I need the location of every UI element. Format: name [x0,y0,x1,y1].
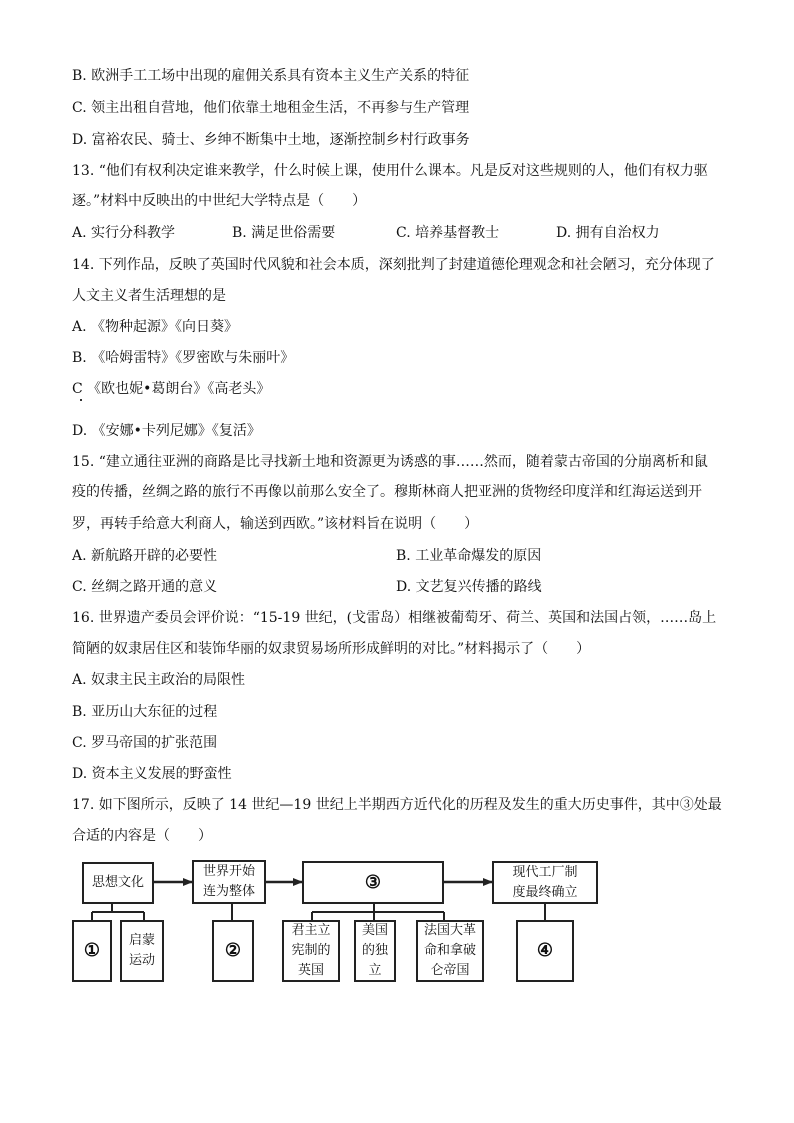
question-15-line-2: 疫的传播，丝绸之路的旅行不再像以前那么安全了。穆斯林商人把亚洲的货物经印度洋和红海运送到开 [72,484,702,500]
diagram-text: 的独 [361,943,388,958]
diagram-text: 君主立 [291,923,331,938]
diagram-text: 立 [368,963,382,978]
diagram-box-french-revolution [416,920,484,982]
diagram-box-culture [82,862,154,904]
option-13-b: B. 满足世俗需要 [232,225,336,241]
option-12-d: D. 富裕农民、骑士、乡绅不断集中土地，逐渐控制乡村行政事务 [72,132,470,148]
diagram-box-world-connected [192,860,266,904]
option-15-a: A. 新航路开辟的必要性 [72,548,218,564]
question-13-line-1: 13. “他们有权利决定谁来教学，什么时候上课，使用什么课本。凡是反对这些规则的人，他们有权力驱 [72,163,708,179]
diagram-text: 现代工厂制 [512,864,578,880]
option-14-d: D. 《安娜•卡列尼娜》《复活》 [72,423,261,439]
diagram-box-2 [212,920,254,982]
option-16-d: D. 资本主义发展的野蛮性 [72,766,232,782]
question-15-line-1: 15. “建立通往亚洲的商路是比寻找新土地和资源更为诱惑的事……然而，随着蒙古帝国的分崩离析和鼠 [72,454,708,470]
option-14-b: B. 《哈姆雷特》《罗密欧与朱丽叶》 [72,350,295,366]
option-13-c: C. 培养基督教士 [396,225,500,241]
diagram-box-2-label: ② [224,940,242,961]
option-13-d: D. 拥有自治权力 [556,225,660,241]
diagram-text: 连为整体 [202,884,255,899]
question-16-line-1: 16. 世界遗产委员会评价说：“15-19 世纪，(戈雷岛）相继被葡萄牙、荷兰、英国和法国占领，……岛上 [72,610,717,626]
diagram-box-enlightenment [120,920,164,982]
diagram-text: 命和拿破 [423,943,476,958]
diagram-text: 度最终确立 [512,884,578,900]
diagram-text: 启蒙 [128,933,155,948]
option-12-c: C. 领主出租自营地，他们依靠土地租金生活，不再参与生产管理 [72,100,470,116]
diagram-box-1-label: ① [83,940,101,961]
diagram-text: 运动 [128,953,155,968]
diagram-box-4 [516,920,574,982]
question-14-line-2: 人文主义者生活理想的是 [72,288,226,304]
diagram-text: 法国大革 [423,923,476,938]
diagram-box-1 [72,920,112,982]
option-15-d: D. 文艺复兴传播的路线 [396,579,542,595]
option-16-c: C. 罗马帝国的扩张范围 [72,735,218,751]
option-15-c: C. 丝绸之路开通的意义 [72,579,218,595]
option-14-a: A. 《物种起源》《向日葵》 [72,319,239,335]
diagram-box-3-label: ③ [364,871,382,893]
diagram-box-3 [302,861,444,904]
diagram-box-british-constitution [282,920,340,982]
diagram-text: 英国 [297,963,324,978]
option-14-c: C 《欧也妮•葛朗台》《高老头》 [72,381,271,397]
question-16-line-2: 简陋的奴隶居住区和装饰华丽的奴隶贸易场所形成鲜明的对比。”材料揭示了（ ） [72,641,591,657]
question-13-line-2: 逐。”材料中反映出的中世纪大学特点是（ ） [72,193,367,209]
diagram-text: 仑帝国 [430,963,470,978]
diagram-text: 美国 [361,923,388,938]
question-17-line-1: 17. 如下图所示，反映了 14 世纪—19 世纪上半期西方近代化的历程及发生的重大历史事件，其中③处最 [72,797,722,813]
diagram-box-american-independence [354,920,396,982]
option-12-b: B. 欧洲手工工场中出现的雇佣关系具有资本主义生产关系的特征 [72,68,470,84]
question-14-line-1: 14. 下列作品，反映了英国时代风貌和社会本质，深刻批判了封建道德伦理观念和社会陋习，充分体现了 [72,257,715,273]
diagram-box-4-label: ④ [536,940,554,961]
question-17-line-2: 合适的内容是（ ） [72,828,212,844]
option-13-a: A. 实行分科教学 [72,225,176,241]
diagram-box-culture-label: 思想文化 [91,875,144,890]
diagram-box-factory-system [492,861,598,904]
diagram-text: 世界开始 [202,864,255,879]
option-16-a: A. 奴隶主民主政治的局限性 [72,672,246,688]
question-15-line-3: 罗，再转手给意大利商人，输送到西欧。”该材料旨在说明（ ） [72,516,479,532]
diagram-text: 宪制的 [291,943,331,958]
option-15-b: B. 工业革命爆发的原因 [396,548,542,564]
option-16-b: B. 亚历山大东征的过程 [72,704,218,720]
